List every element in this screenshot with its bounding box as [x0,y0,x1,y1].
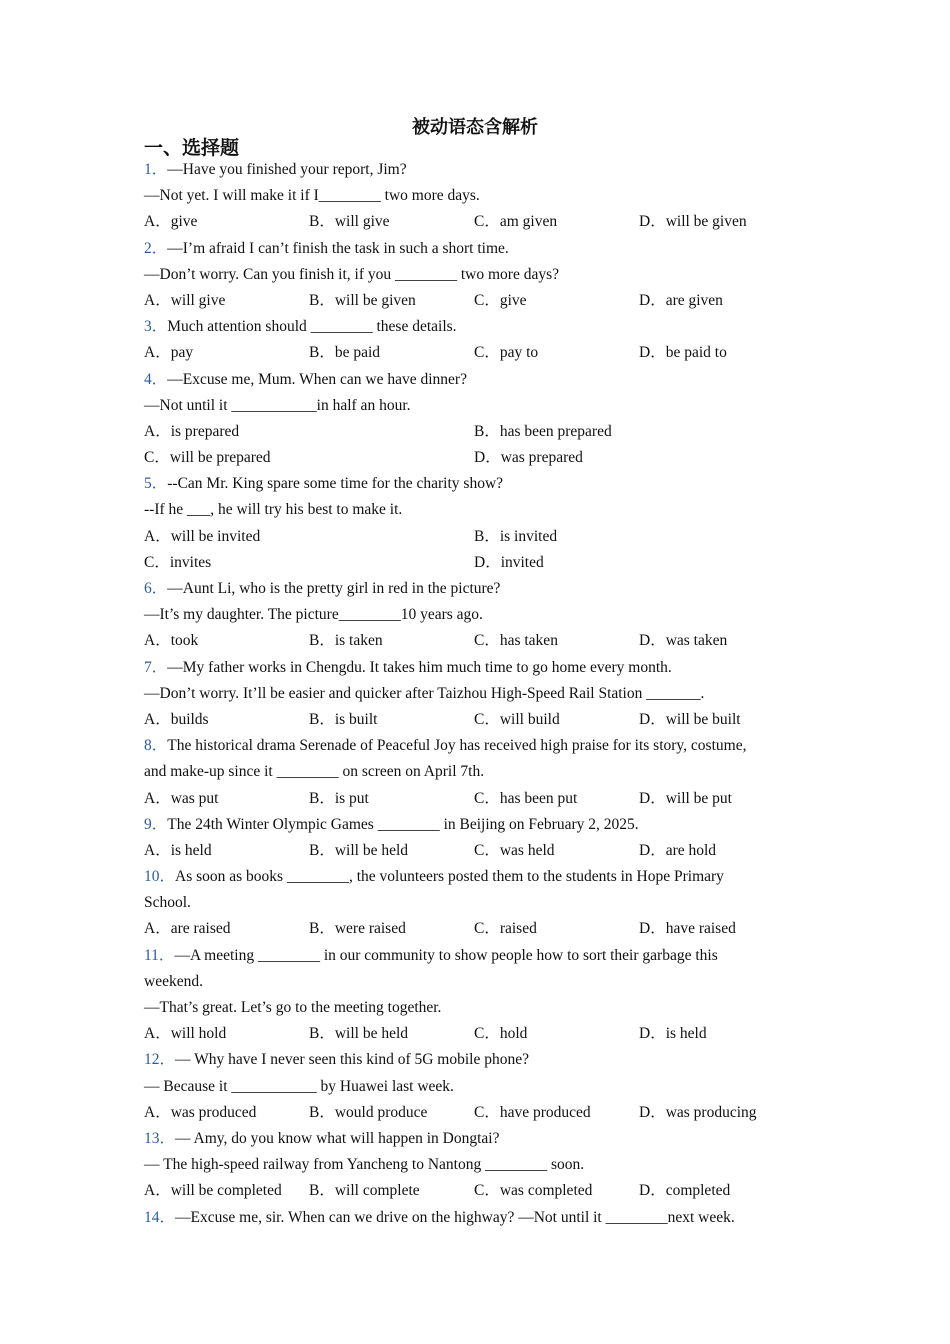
option-d[interactable]: D．be paid to [639,344,727,362]
option-a[interactable]: A．was produced [144,1103,257,1121]
option-a[interactable]: A．is held [144,841,212,859]
question-text: —Don’t worry. It’ll be easier and quicker after Taizhou High-Speed Rail Station _______. [144,684,705,702]
option-b[interactable]: B．will be held [309,1025,409,1043]
options-row [144,1178,804,1204]
options-row [144,786,804,812]
option-b[interactable]: B．is taken [309,632,383,650]
question-text: The 24th Winter Olympic Games ________ in Beijing on February 2, 2025. [167,815,639,833]
options-row [144,445,804,471]
option-a[interactable]: A．will be completed [144,1182,282,1200]
question-text: — Why have I never seen this kind of 5G mobile phone? [175,1051,529,1069]
question-number: 4． [144,370,168,388]
question-2 [144,236,804,315]
question-13 [144,1126,804,1205]
question-5 [144,471,804,576]
option-d[interactable]: D．is held [639,1025,707,1043]
question-14 [144,1205,804,1231]
question-number: 14． [144,1208,176,1226]
question-number: 8． [144,737,168,755]
option-c[interactable]: C．will build [474,710,560,728]
question-text: —Excuse me, sir. When can we drive on the highway? —Not until it ________next week. [175,1208,735,1226]
option-c[interactable]: C．raised [474,920,537,938]
question-text: The historical drama Serenade of Peaceful Joy has received high praise for its story, costume, [167,737,747,755]
options-row [144,916,804,942]
question-text: weekend. [144,972,203,990]
option-b[interactable]: B．will be held [309,841,409,859]
options-row [144,209,804,235]
question-number: 5． [144,475,168,493]
option-d[interactable]: D．was taken [639,632,728,650]
question-text: As soon as books ________, the volunteers posted them to the students in Hope Primary [175,868,724,886]
question-text: --If he ___, he will try his best to make it. [144,501,403,519]
options-row [144,628,804,654]
option-c[interactable]: C．give [474,291,527,309]
question-text: — The high-speed railway from Yancheng to Nantong ________ soon. [144,1156,585,1174]
question-number: 10． [144,868,176,886]
option-d[interactable]: D．will be built [639,710,741,728]
option-d[interactable]: D．will be given [639,213,747,231]
question-3 [144,314,804,366]
option-b[interactable]: B．is invited [474,527,558,545]
document-title: 被动语态含解析 [412,117,538,137]
question-text: —Have you finished your report, Jim? [167,161,407,178]
question-text: —A meeting ________ in our community to show people how to sort their garbage this [174,946,718,964]
option-a[interactable]: A．give [144,213,198,231]
options-row [144,288,804,314]
option-b[interactable]: B．were raised [309,920,406,938]
option-a[interactable]: A．took [144,632,199,650]
question-number: 9． [144,815,168,833]
option-c[interactable]: C．invites [144,553,212,571]
option-d[interactable]: D．was prepared [474,449,583,467]
option-d[interactable]: D．are hold [639,841,717,859]
section-heading: 一、选择题 [144,138,240,159]
options-row [144,838,804,864]
question-number: 12． [144,1051,176,1069]
question-text: and make-up since it ________ on screen on April 7th. [144,763,485,781]
question-text: — Amy, do you know what will happen in Dongtai? [175,1129,500,1147]
option-d[interactable]: D．are given [639,291,723,309]
option-a[interactable]: A．was put [144,789,219,807]
question-text: —Excuse me, Mum. When can we have dinner? [167,370,467,388]
option-b[interactable]: B．is built [309,710,378,728]
question-text: Much attention should ________ these details. [167,318,457,336]
option-a[interactable]: A．will hold [144,1025,227,1043]
option-c[interactable]: C．has taken [474,632,558,650]
options-row [144,1021,804,1047]
option-a[interactable]: A．are raised [144,920,231,938]
question-text: —My father works in Chengdu. It takes him much time to go home every month. [167,658,672,676]
option-a[interactable]: A．builds [144,710,209,728]
question-number: 13． [144,1129,176,1147]
option-c[interactable]: C．hold [474,1025,528,1043]
question-number: 7． [144,658,168,676]
question-4 [144,367,804,472]
question-number: 3． [144,318,168,336]
question-number: 2． [144,239,168,257]
question-text: --Can Mr. King spare some time for the charity show? [167,475,504,493]
option-b[interactable]: B．will be given [309,291,416,309]
question-number: 1． [144,161,168,178]
question-7 [144,655,804,734]
option-c[interactable]: C．will be prepared [144,449,271,467]
option-a[interactable]: A．is prepared [144,422,240,440]
options-row [144,419,804,445]
question-text: —Not yet. I will make it if I________ two more days. [144,187,480,205]
options-row [144,340,804,366]
option-d[interactable]: D．invited [474,553,544,571]
option-d[interactable]: D．was producing [639,1103,757,1121]
option-c[interactable]: C．have produced [474,1103,591,1121]
question-10 [144,864,804,943]
question-text: —I’m afraid I can’t finish the task in such a short time. [167,239,509,257]
option-b[interactable]: B．will complete [309,1182,420,1200]
option-c[interactable]: C．was completed [474,1182,593,1200]
question-text: —That’s great. Let’s go to the meeting together. [144,999,442,1016]
question-12 [144,1047,804,1126]
question-text: — Because it ___________ by Huawei last week. [144,1077,454,1095]
question-text: —Don’t worry. Can you finish it, if you ________ two more days? [144,265,560,283]
option-a[interactable]: A．will be invited [144,527,261,545]
question-text: —It’s my daughter. The picture________10 years ago. [144,606,483,624]
option-b[interactable]: B．will give [309,213,390,231]
option-c[interactable]: C．was held [474,841,555,859]
question-list [144,157,804,1231]
option-b[interactable]: B．be paid [309,344,381,362]
options-row [144,524,804,550]
option-d[interactable]: D．will be put [639,789,732,807]
question-number: 6． [144,580,168,597]
option-a[interactable]: A．pay [144,344,194,362]
question-9 [144,812,804,864]
option-d[interactable]: D．completed [639,1182,731,1200]
option-a[interactable]: A．will give [144,291,226,309]
option-b[interactable]: B．would produce [309,1103,428,1121]
options-row [144,1100,804,1126]
question-6 [144,576,804,655]
options-row [144,550,804,576]
option-c[interactable]: C．am given [474,213,558,231]
option-c[interactable]: C．pay to [474,344,539,362]
question-number: 11． [144,946,175,964]
option-b[interactable]: B．has been prepared [474,422,612,440]
option-c[interactable]: C．has been put [474,789,578,807]
question-text: —Not until it ___________in half an hour. [144,396,411,414]
option-b[interactable]: B．is put [309,789,369,807]
question-11 [144,943,804,1048]
question-text: —Aunt Li, who is the pretty girl in red in the picture? [167,580,501,597]
question-8 [144,733,804,812]
question-text: School. [144,894,191,912]
question-1 [144,157,804,236]
options-row [144,707,804,733]
option-d[interactable]: D．have raised [639,920,736,938]
